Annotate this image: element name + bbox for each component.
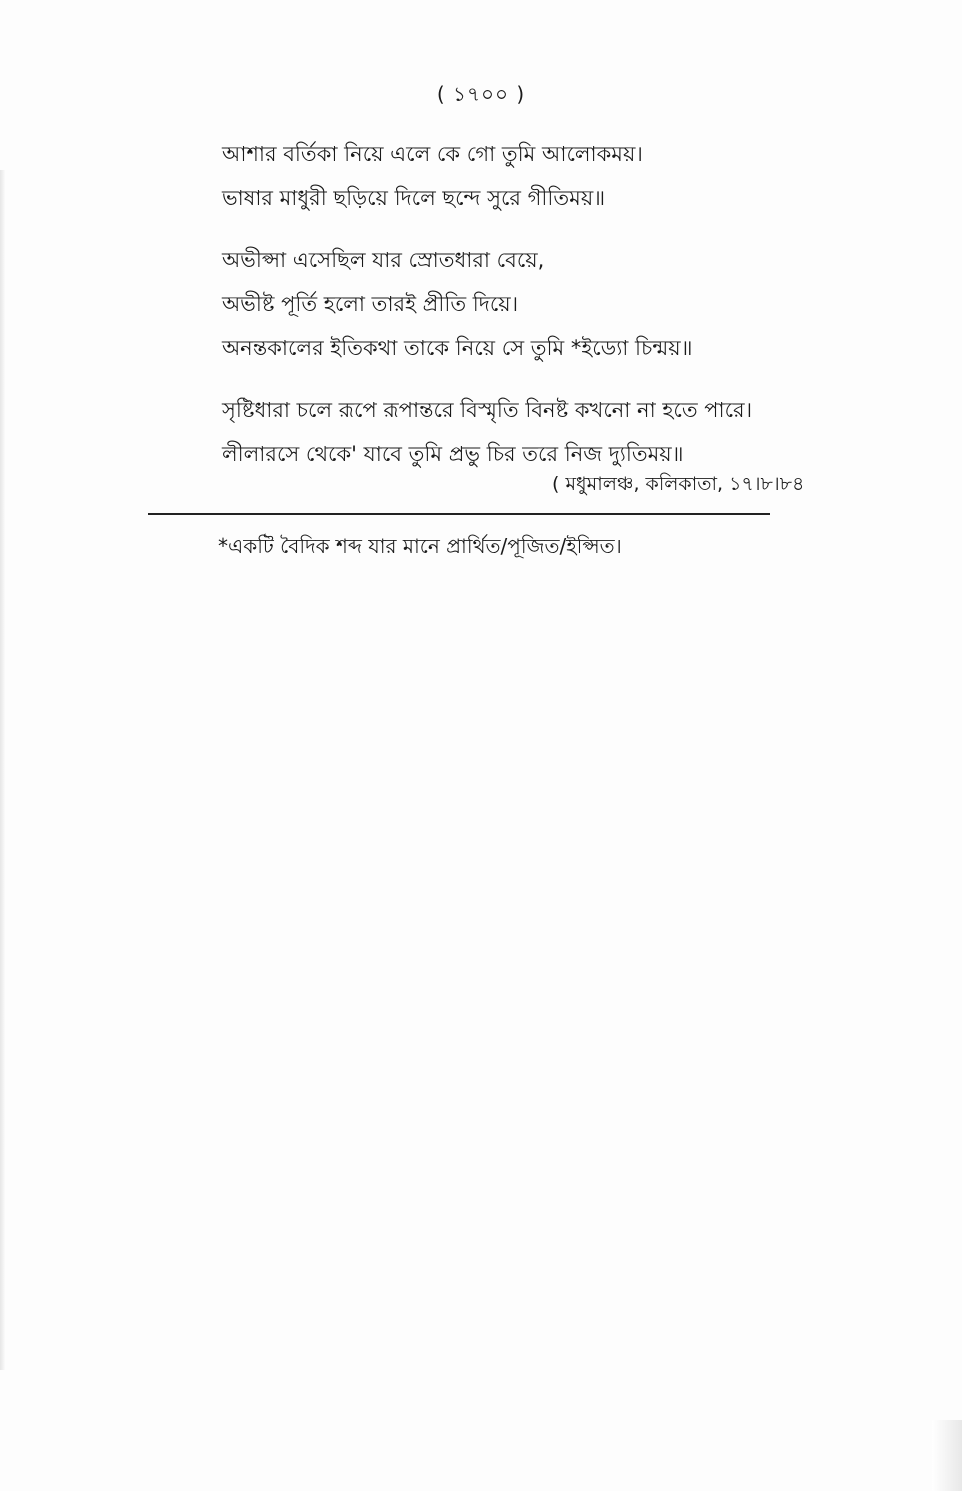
poem-body: [222, 132, 862, 494]
stanza-3: [222, 388, 862, 476]
poem-line: অভীপ্সা এসেছিল যার স্রোতধারা বেয়ে,: [222, 248, 545, 272]
citation: ( মধুমালঞ্চ, কলিকাতা, ১৭।৮।৮৪: [552, 473, 805, 495]
poem-line: অভীষ্ট পূর্তি হলো তারই প্রীতি দিয়ে।: [222, 292, 519, 316]
poem-line: অনন্তকালের ইতিকথা তাকে নিয়ে সে তুমি *ইড্যো চিন্ময়॥: [222, 336, 693, 360]
poem-line: ভাষার মাধুরী ছড়িয়ে দিলে ছন্দে সুরে গীতিময়॥: [222, 186, 606, 210]
page-number: ( ১৭০০ ): [436, 82, 526, 106]
stanza-2: [222, 238, 862, 370]
poem-line: আশার বর্তিকা নিয়ে এলে কে গো তুমি আলোকময়।: [222, 142, 643, 166]
poem-line: লীলারসে থেকে' যাবে তুমি প্রভু চির তরে নিজ দ্যুতিময়॥: [222, 442, 684, 466]
stanza-1: [222, 132, 862, 220]
footnote-divider: [148, 513, 770, 515]
poem-line: সৃষ্টিধারা চলে রূপে রূপান্তরে বিস্মৃতি বিনষ্ট কখনো না হতে পারে।: [222, 398, 753, 422]
scan-shadow-right: [932, 1420, 962, 1491]
footnote: *একটি বৈদিক শব্দ যার মানে প্রার্থিত/পূজিত/ইপ্সিত।: [218, 534, 622, 558]
scan-shadow-left: [0, 170, 6, 1370]
